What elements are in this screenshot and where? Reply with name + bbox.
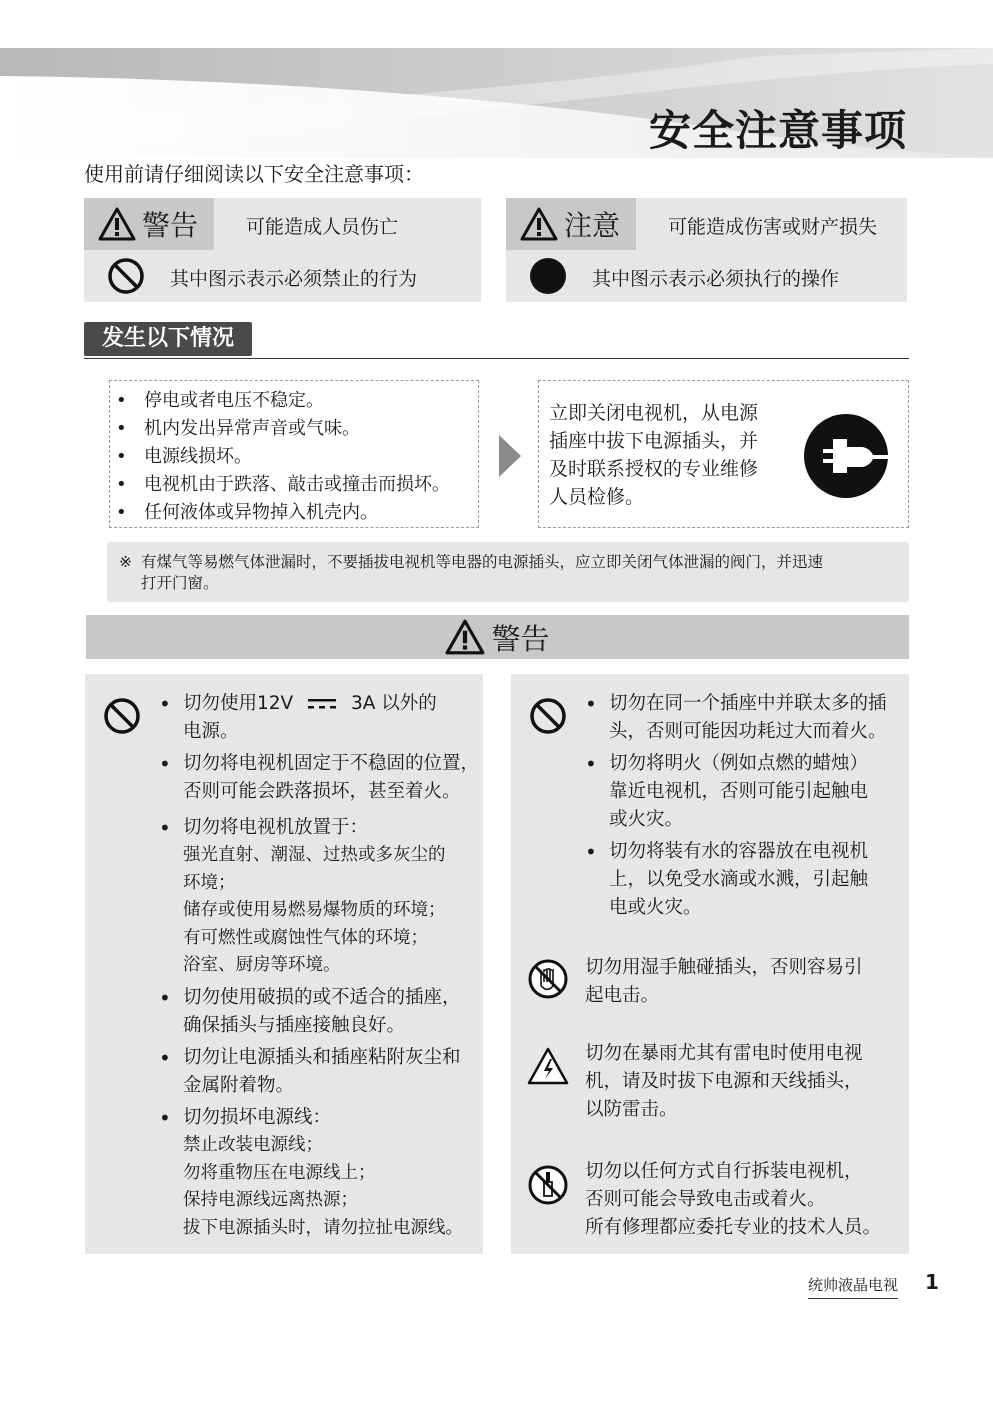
legend-caution-label [506,198,636,250]
warning-panel-right [511,674,909,1254]
action-text: 立即关闭电视机，从电源 插座中拔下电源插头，并 及时联系授权的专业维修 人员检修。 [549,402,759,508]
prohibit-icon [106,256,146,296]
note-mark: ※ [119,553,132,571]
legend-warning-label [84,198,214,250]
list-item: • 电源线损坏。 [110,443,478,471]
warning-item: • 切勿让电源插头和插座粘附灰尘和 金属附着物。 [159,1044,503,1100]
list-item: • 机内发出异常声音或气味。 [110,415,478,443]
footer-brand: 统帅液晶电视 [808,1274,898,1299]
warning-item: • 切勿将电视机固定于不稳固的位置， 否则可能会跌落损坏，甚至着火。 [159,750,503,806]
dc-symbol-icon [307,697,337,711]
warning-item: • 切勿使用破损的或不适合的插座， 确保插头与插座接触良好。 [159,984,503,1040]
caution-triangle-icon [520,207,558,241]
legend-warning-desc: 可能造成人员伤亡 [246,216,399,238]
warning-item: • 切勿使用12V 3A 以外的 电源。 [159,690,503,746]
list-item: • 停电或者电压不稳定。 [110,387,478,415]
warning-triangle-icon [445,619,485,655]
legend-warning-title: 警告 [142,209,199,242]
lightning-warning: 切勿在暴雨尤其有雷电时使用电视 机，请及时拔下电源和天线插头， 以防雷击。 [585,1043,863,1120]
symptom-list [110,387,478,527]
legend-warning-box [84,198,481,302]
prohibit-icon [102,696,142,736]
intro-text: 使用前请仔细阅读以下安全注意事项： [84,162,424,186]
section-divider [84,358,909,359]
warning-item: • 切勿在同一个插座中并联太多的插 头，否则可能因功耗过大而着火。 [585,690,929,746]
arrow-right-icon [497,433,523,479]
warning-item: • 切勿将明火（例如点燃的蜡烛） 靠近电视机，否则可能引起触电 或火灾。 [585,750,929,834]
no-disassembly-icon [527,1164,569,1206]
prohibit-icon [528,696,568,736]
disassembly-warning: 切勿以任何方式自行拆装电视机， 否则可能会导致电击或着火。 所有修理都应委托专业的技术人员。 [585,1161,882,1238]
page-number: 1 [925,1270,939,1294]
unplug-icon [801,411,891,501]
wet-hands-warning: 切勿用湿手触碰插头，否则容易引 起电击。 [585,957,863,1006]
legend-caution-desc: 可能造成伤害或财产损失 [668,216,878,238]
mandatory-dot-icon [528,256,568,296]
warning-panel-left [85,674,483,1254]
legend-caution-box [506,198,907,302]
situation-heading: 发生以下情况 [84,322,252,356]
warning-triangle-icon [98,207,136,241]
list-item: • 电视机由于跌落、敲击或撞击而损坏。 [110,471,478,499]
warning-section-bar [86,615,909,659]
action-box [538,380,909,528]
gas-leak-note [107,542,909,602]
note-line: 打开门窗。 [141,574,219,592]
list-item: • 任何液体或异物掉入机壳内。 [110,499,478,527]
legend-prohibit-desc: 其中图示表示必须禁止的行为 [170,268,418,290]
page-title: 安全注意事项 [648,106,907,155]
note-line: 有煤气等易燃气体泄漏时，不要插拔电视机等电器的电源插头，应立即关闭气体泄漏的阀门，并迅速 [141,553,824,571]
warning-item: • 切勿损坏电源线： 禁止改装电源线； 勿将重物压在电源线上； 保持电源线远离热源； 拔下电源插头时，请勿拉扯电源线。 [159,1104,503,1242]
warning-section-title: 警告 [491,621,550,656]
no-wet-hands-icon [527,958,569,1000]
legend-mandatory-desc: 其中图示表示必须执行的操作 [592,268,840,290]
symptom-box [109,380,479,528]
electric-shock-icon [526,1046,570,1086]
legend-caution-title: 注意 [564,209,621,242]
warning-item: • 切勿将装有水的容器放在电视机 上，以免受水滴或水溅，引起触 电或火灾。 [585,838,929,922]
warning-item: • 切勿将电视机放置于： 强光直射、潮湿、过热或多灰尘的 环境； 储存或使用易燃易爆物质的环境； 有可燃性或腐蚀性气体的环境； 浴室、厨房等环境。 [159,814,503,980]
